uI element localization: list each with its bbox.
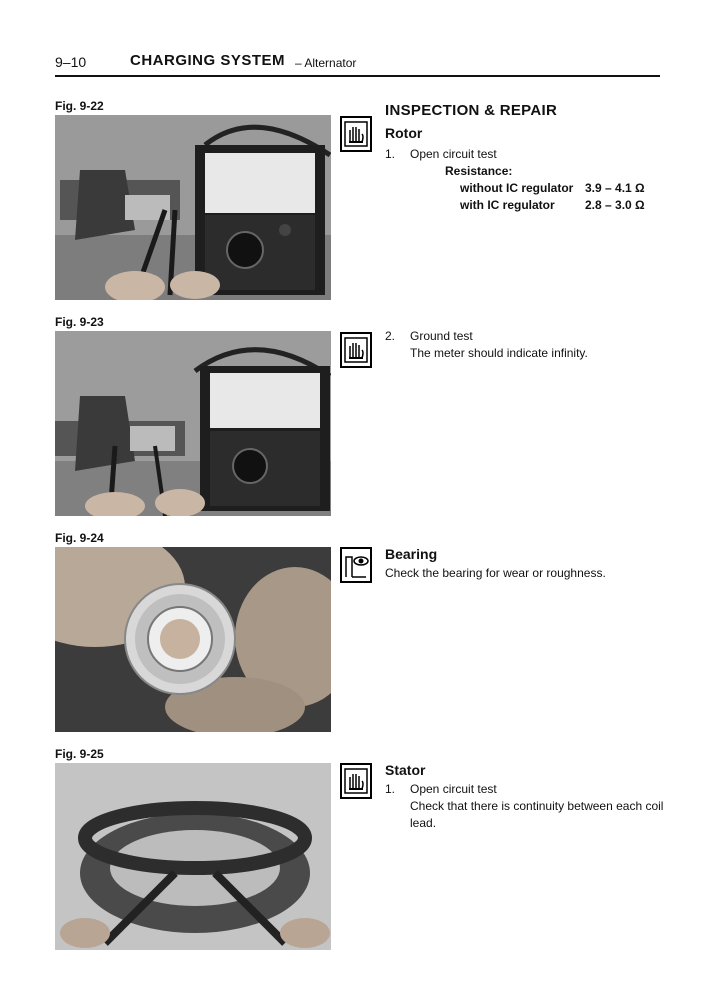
page-header xyxy=(55,54,660,74)
figure-photo-bearing xyxy=(55,547,331,732)
figure-photo-rotor-ground-test xyxy=(55,331,331,516)
hand-tool-icon xyxy=(340,763,372,799)
figure-photo-rotor-open-circuit xyxy=(55,115,331,300)
figure-photo-stator xyxy=(55,763,331,950)
bearing-section xyxy=(385,545,670,582)
step-number: 2. xyxy=(385,329,396,343)
hand-tool-icon xyxy=(340,332,372,368)
rotor-step-1 xyxy=(385,146,670,163)
inspection-heading: INSPECTION & REPAIR xyxy=(385,102,558,119)
stator-step-1 xyxy=(385,781,670,832)
resistance-row xyxy=(385,197,670,214)
step-description: Check that there is continuity between each coil lead. xyxy=(410,799,664,830)
resistance-condition: with IC regulator xyxy=(460,198,555,212)
figure-label: Fig. 9-23 xyxy=(55,315,104,329)
stator-title: Stator xyxy=(385,762,426,778)
rotor-ground-test xyxy=(385,328,670,362)
figure-label: Fig. 9-24 xyxy=(55,531,104,545)
step-description: The meter should indicate infinity. xyxy=(410,346,588,360)
stator-section xyxy=(385,761,670,832)
resistance-value: 3.9 – 4.1 Ω xyxy=(585,181,645,195)
page-number: 9–10 xyxy=(55,54,87,70)
bearing-description: Check the bearing for wear or roughness. xyxy=(385,566,606,580)
step-title: Open circuit test xyxy=(410,782,497,796)
rotor-title: Rotor xyxy=(385,125,423,141)
resistance-row xyxy=(385,180,670,197)
step-title: Ground test xyxy=(410,329,473,343)
figure-label: Fig. 9-22 xyxy=(55,99,104,113)
step-number: 1. xyxy=(385,147,396,161)
subsection-title: – Alternator xyxy=(295,56,357,70)
resistance-label: Resistance: xyxy=(445,164,513,178)
hand-tool-icon xyxy=(340,116,372,152)
resistance-condition: without IC regulator xyxy=(460,181,574,195)
step-number: 1. xyxy=(385,782,396,796)
eye-inspect-icon xyxy=(340,547,372,583)
resistance-value: 2.8 – 3.0 Ω xyxy=(585,198,645,212)
section-title: CHARGING SYSTEM xyxy=(130,52,286,69)
step-title: Open circuit test xyxy=(410,147,497,161)
rotor-step-2 xyxy=(385,328,670,362)
rotor-section xyxy=(385,102,670,214)
header-rule xyxy=(55,75,660,77)
figure-label: Fig. 9-25 xyxy=(55,747,104,761)
bearing-title: Bearing xyxy=(385,546,438,562)
